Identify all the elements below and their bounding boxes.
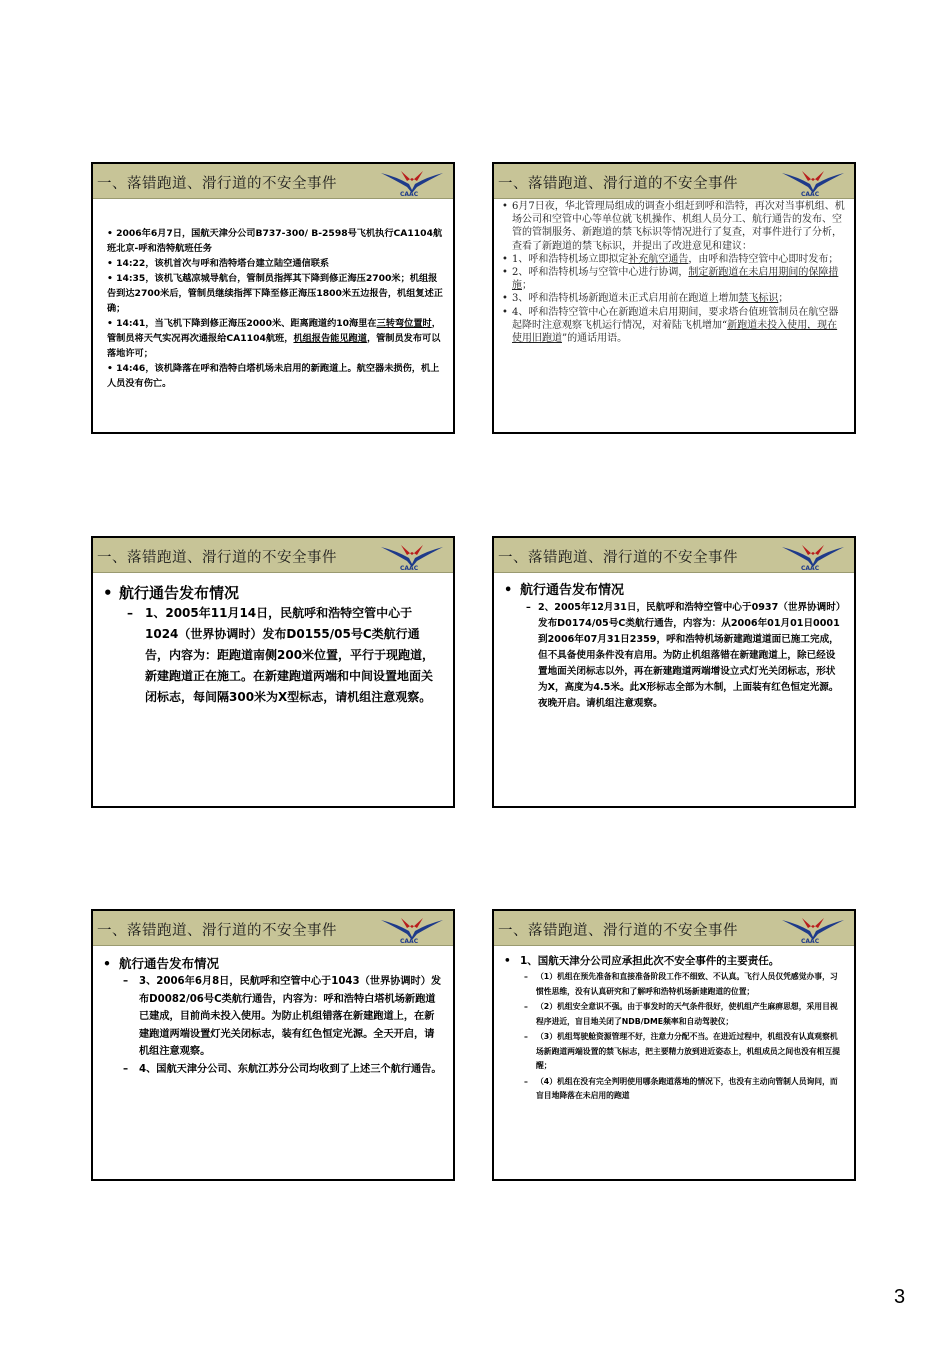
slide-body xyxy=(93,947,453,1179)
caac-logo-icon xyxy=(780,167,846,197)
sub-item: – 3、2006年6月8日，民航呼和空管中心于1043（世界协调时）发布D0082/06号C类航行通告，内容为：呼和浩特白塔机场新跑道已建成，目前尚未投入使用。为防止机组错落在新建跑道上，在新建跑道两端设置灯光关闭标志，装有红色恒定光源。全天开启，请机组注意观察。 xyxy=(123,976,442,1057)
svg-text:CAAC: CAAC xyxy=(400,191,419,197)
slide-2 xyxy=(492,162,856,434)
sub-item: – （3）机组驾驶舱资源管理不好，注意力分配不当。在进近过程中，机组没有认真观察机场新跑道两端设置的禁飞标志，把主要精力放到进近姿态上，机组成员之间也没有相互提醒； xyxy=(524,1032,841,1070)
slide-3 xyxy=(91,536,455,808)
svg-text:CAAC: CAAC xyxy=(400,938,419,944)
bullet-heading: • 航行通告发布情况 xyxy=(103,956,220,971)
slide-body xyxy=(494,947,854,1179)
slide-header xyxy=(494,538,854,573)
bullet-heading: • 航行通告发布情况 xyxy=(504,583,625,598)
page-number: 3 xyxy=(894,1286,906,1308)
caac-logo-icon xyxy=(379,541,445,571)
caac-logo-icon xyxy=(379,914,445,944)
svg-text:CAAC: CAAC xyxy=(801,565,820,571)
bullet-item: • 14:41，当飞机下降到修正海压2000米、距离跑道约10海里在三转弯位置时，管制员将天气实况再次通报给CA1104航班，机组报告能见跑道，管制员发布可以落地许可； xyxy=(107,318,441,359)
bullet-item: • 2、呼和浩特机场与空管中心进行协调，制定新跑道在未启用期间的保障措施； xyxy=(502,267,839,292)
bullet-item: • 14:22，该机首次与呼和浩特塔台建立陆空通信联系 xyxy=(107,258,330,269)
sub-item: – 1、2005年11月14日，民航呼和浩特空管中心于1024（世界协调时）发布D0155/05号C类航行通告，内容为：距跑道南侧200米位置，平行于现跑道，新建跑道正在施工。在新建跑道两端和中间设置地面关闭标志，每间隔300米为X型标志，请机组注意观察。 xyxy=(127,606,435,704)
slide-4 xyxy=(492,536,856,808)
slide-title: 一、落错跑道、滑行道的不安全事件 xyxy=(97,550,337,566)
bullet-item: • 4、呼和浩特空管中心在新跑道未启用期间，要求塔台值班管制员在航空器起降时注意观察飞机运行情况，对着陆飞机增加“新跑道未投入使用，现在使用旧跑道”的通话用语。 xyxy=(502,306,839,345)
sub-item: – （2）机组安全意识不强。由于事发时的天气条件很好，使机组产生麻痹思想，采用目视程序进近，盲目地关闭了NDB/DME频率和自动驾驶仪； xyxy=(524,1002,838,1026)
sub-item: – 2、2005年12月31日，民航呼和浩特空管中心于0937（世界协调时）发布D0174/05号C类航行通告，内容为：从2006年01月01日0001到2006年07月31日2359，呼和浩特机场新建跑道道面已施工完成，但不具备使用条件没有启用。为防止机组落错在新建跑道上，除已经设置地面关闭标志以外，再在新建跑道两端增设立式灯光关闭标志，形状为X，高度为4.5米。此X形标志全部为木制，上面装有红色恒定光源。夜晚开启。请机组注意观察。 xyxy=(526,602,841,709)
slide-header xyxy=(494,911,854,946)
slide-header xyxy=(494,164,854,199)
caac-logo-icon xyxy=(780,914,846,944)
bullet-item: • 2006年6月7日，国航天津分公司B737-300/ B-2598号飞机执行CA1104航班北京-呼和浩特航班任务 xyxy=(107,228,443,254)
slide-header xyxy=(93,538,453,573)
bullet-item: • 14:46，该机降落在呼和浩特白塔机场未启用的新跑道上。航空器未损伤，机上人员没有伤亡。 xyxy=(107,363,440,389)
slide-title: 一、落错跑道、滑行道的不安全事件 xyxy=(498,923,738,939)
svg-text:CAAC: CAAC xyxy=(801,191,820,197)
caac-logo-icon xyxy=(379,167,445,197)
caac-logo-icon xyxy=(780,541,846,571)
slide-title: 一、落错跑道、滑行道的不安全事件 xyxy=(97,176,337,192)
slide-5 xyxy=(91,909,455,1181)
bullet-item: • 1、呼和浩特机场立即拟定补充航空通告，由呼和浩特空管中心即时发布； xyxy=(502,253,839,265)
slide-header xyxy=(93,164,453,199)
bullet-item: • 3、呼和浩特机场新跑道未正式启用前在跑道上增加禁飞标识； xyxy=(502,293,789,305)
bullet-heading: • 航行通告发布情况 xyxy=(103,584,240,602)
slide-header xyxy=(93,911,453,946)
slide-body xyxy=(494,200,854,432)
sub-item: – （1）机组在预先准备和直接准备阶段工作不细致、不认真。飞行人员仅凭感觉办事，习惯性思维，没有认真研究和了解呼和浩特机场新建跑道的位置； xyxy=(524,972,838,996)
bullet-item: • 14:35，该机飞越凉城导航台，管制员指挥其下降到修正海压2700米；机组报告到达2700米后，管制员继续指挥下降至修正海压1800米五边报告，机组复述正确； xyxy=(107,273,443,314)
bullet-item: • 6月7日夜，华北管理局组成的调查小组赶到呼和浩特，再次对当事机组、机场公司和空管中心等单位就飞机操作、机组人员分工、航行通告的发布、空管的管制服务、新跑道的禁飞标识等情况进行了复查，对事件进行了分析，查看了新跑道的禁飞标识，并提出了改进意见和建议： xyxy=(502,201,845,252)
bullet-heading: • 1、国航天津分公司应承担此次不安全事件的主要责任。 xyxy=(504,955,780,967)
slide-title: 一、落错跑道、滑行道的不安全事件 xyxy=(498,176,738,192)
slide-title: 一、落错跑道、滑行道的不安全事件 xyxy=(97,923,337,939)
slide-body xyxy=(494,574,854,806)
sub-item: – 4、国航天津分公司、东航江苏分公司均收到了上述三个航行通告。 xyxy=(123,1063,442,1075)
sub-item: – （4）机组在没有完全判明使用哪条跑道落地的情况下，也没有主动向管制人员询问，而盲目地降落在未启用的跑道 xyxy=(524,1076,838,1100)
slide-body xyxy=(93,200,453,432)
svg-text:CAAC: CAAC xyxy=(801,938,820,944)
slide-title: 一、落错跑道、滑行道的不安全事件 xyxy=(498,550,738,566)
slide-1 xyxy=(91,162,455,434)
svg-text:CAAC: CAAC xyxy=(400,565,419,571)
slide-6 xyxy=(492,909,856,1181)
slide-body xyxy=(93,574,453,806)
